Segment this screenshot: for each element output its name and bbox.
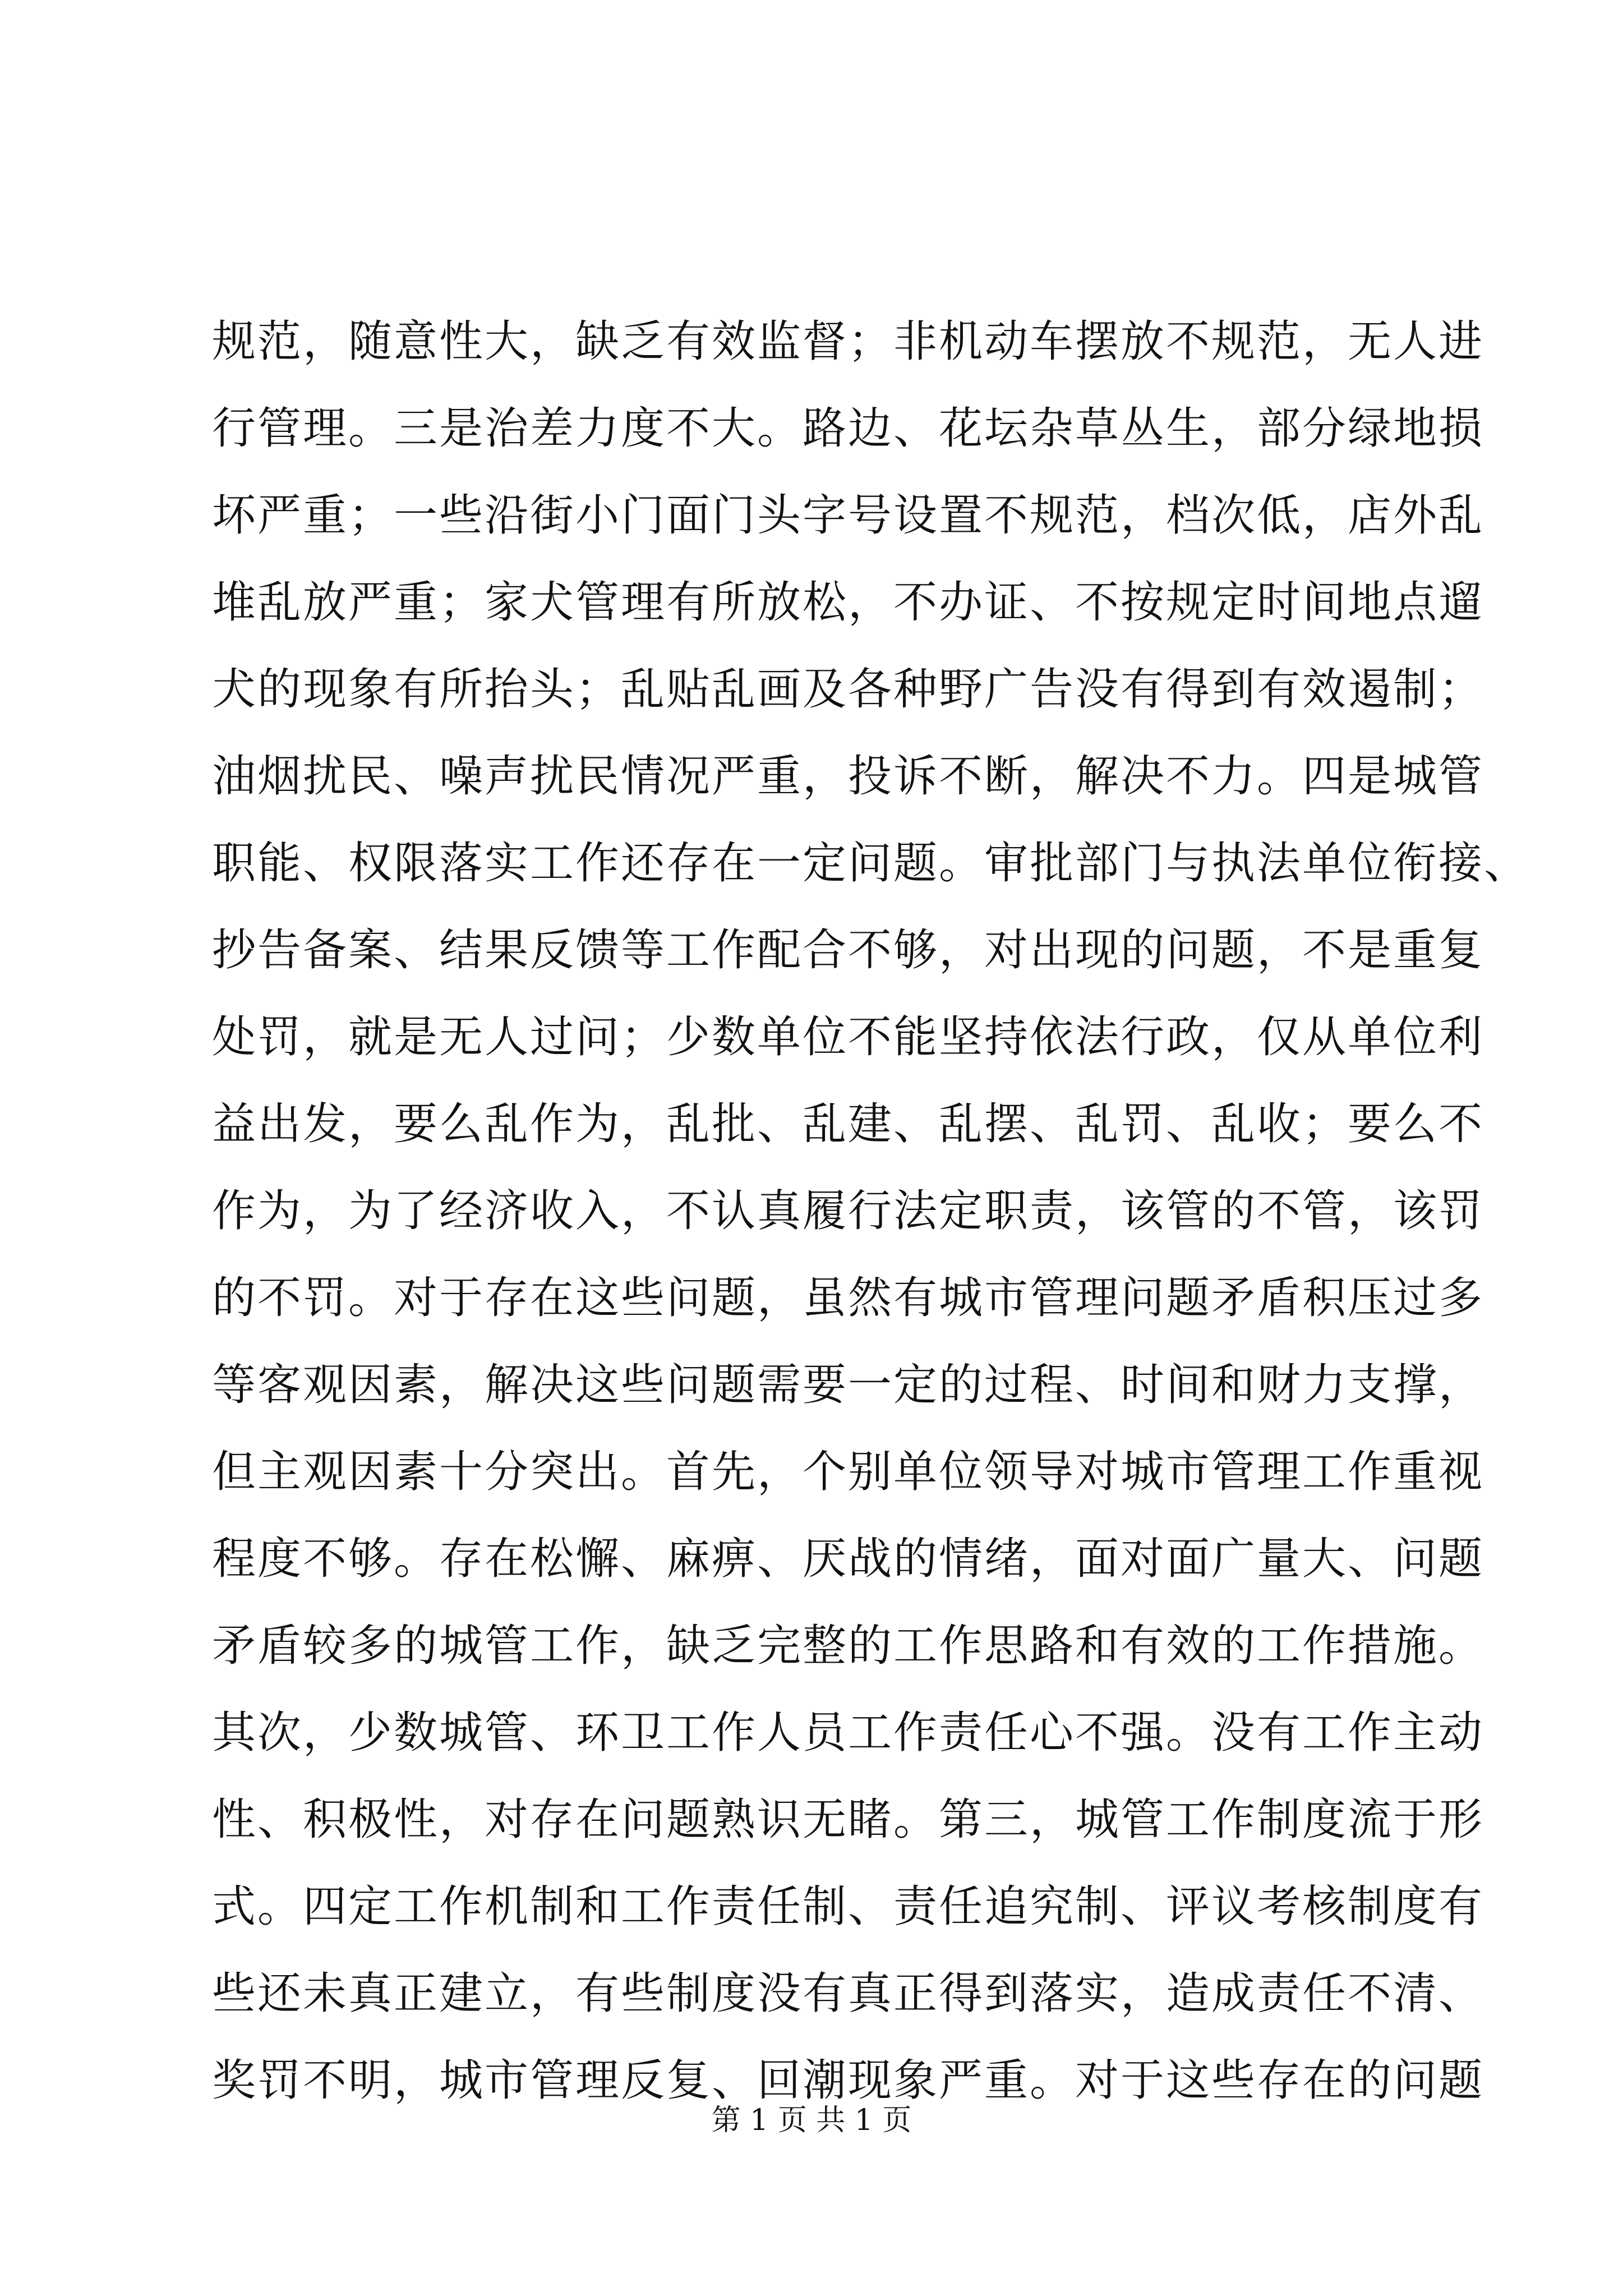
body-line: 堆乱放严重；家犬管理有所放松，不办证、不按规定时间地点遛 — [212, 577, 1484, 628]
body-line: 的不罚。对于存在这些问题，虽然有城市管理问题矛盾积压过多 — [212, 1273, 1484, 1323]
body-line: 油烟扰民、噪声扰民情况严重，投诉不断，解决不力。四是城管 — [212, 751, 1484, 802]
body-line: 处罚，就是无人过问；少数单位不能坚持依法行政，仅从单位利 — [212, 1012, 1484, 1062]
body-line: 程度不够。存在松懈、麻痹、厌战的情绪，面对面广量大、问题 — [212, 1534, 1484, 1584]
body-line: 性、积极性，对存在问题熟识无睹。第三，城管工作制度流于形 — [212, 1795, 1484, 1845]
body-line: 行管理。三是治差力度不大。路边、花坛杂草丛生，部分绿地损 — [212, 403, 1484, 454]
body-line: 其次，少数城管、环卫工作人员工作责任心不强。没有工作主动 — [212, 1708, 1484, 1758]
body-line: 益出发，要么乱作为，乱批、乱建、乱摆、乱罚、乱收；要么不 — [212, 1099, 1484, 1149]
body-line: 但主观因素十分突出。首先，个别单位领导对城市管理工作重视 — [212, 1447, 1484, 1497]
body-line: 作为，为了经济收入，不认真履行法定职责，该管的不管，该罚 — [212, 1186, 1484, 1236]
body-line: 规范，随意性大，缺乏有效监督；非机动车摆放不规范，无人进 — [212, 316, 1484, 367]
body-line: 矛盾较多的城管工作，缺乏完整的工作思路和有效的工作措施。 — [212, 1621, 1484, 1671]
body-line: 式。四定工作机制和工作责任制、责任追究制、评议考核制度有 — [212, 1881, 1484, 1932]
body-line: 些还未真正建立，有些制度没有真正得到落实，造成责任不清、 — [212, 1968, 1484, 2019]
page-footer: 第 1 页 共 1 页 — [711, 2104, 912, 2137]
body-text — [212, 298, 1530, 2124]
body-line: 犬的现象有所抬头；乱贴乱画及各种野广告没有得到有效遏制； — [212, 664, 1484, 715]
body-line: 等客观因素，解决这些问题需要一定的过程、时间和财力支撑， — [212, 1360, 1484, 1410]
body-line: 职能、权限落实工作还存在一定问题。审批部门与执法单位衔接、 — [212, 838, 1530, 889]
body-line: 奖罚不明，城市管理反复、回潮现象严重。对于这些存在的问题 — [212, 2055, 1484, 2106]
body-line: 坏严重；一些沿街小门面门头字号设置不规范，档次低，店外乱 — [212, 490, 1484, 541]
body-line: 抄告备案、结果反馈等工作配合不够，对出现的问题，不是重复 — [212, 925, 1484, 976]
